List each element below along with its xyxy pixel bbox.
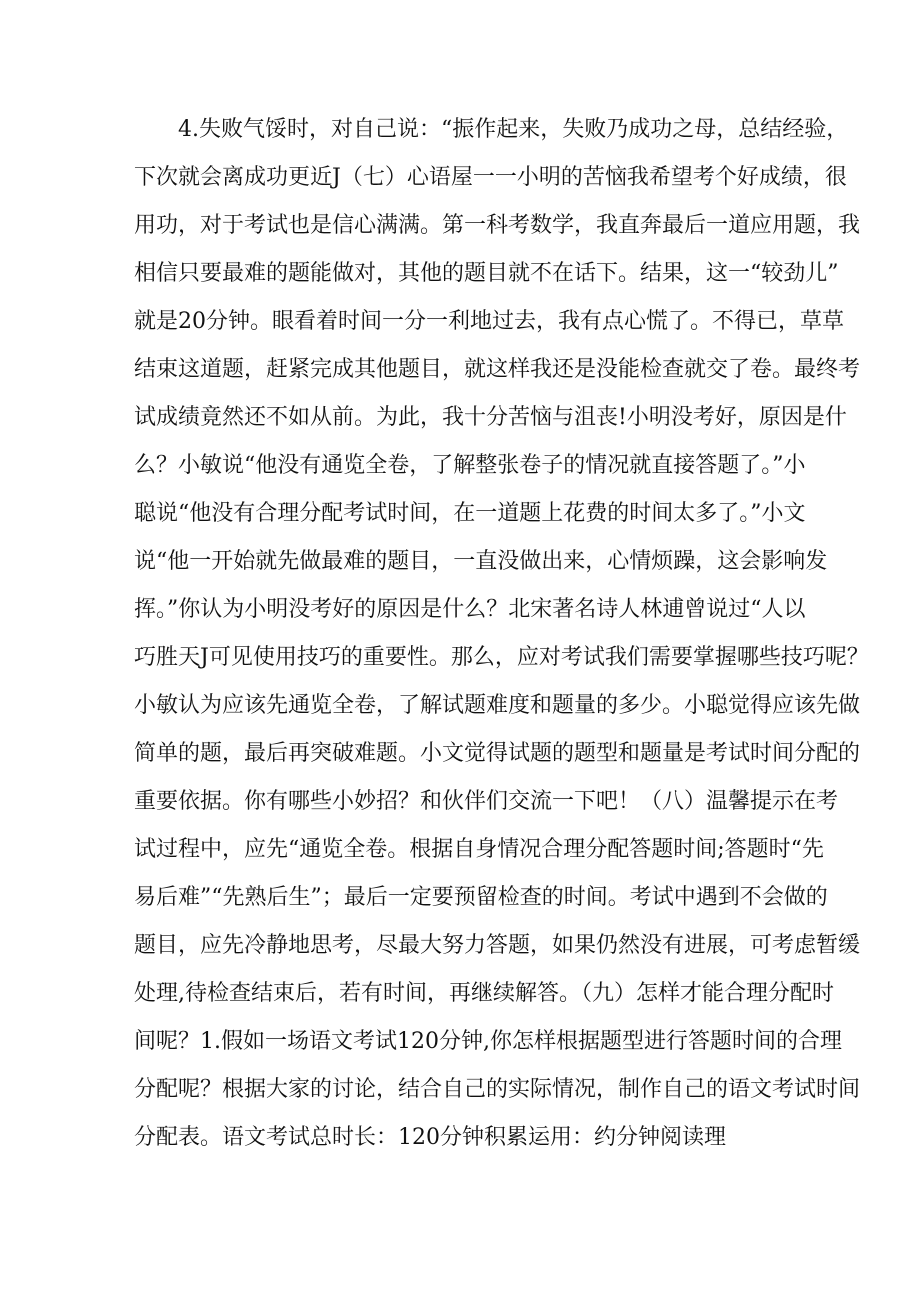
body-text <box>134 106 869 1162</box>
text-line-19: 处理,待检查结束后，若有时间，再继续解答。（九）怎样才能合理分配时 <box>134 981 834 1006</box>
text-line-6: 结束这道题，赶紧完成其他题目，就这样我还是没能检查就交了卷。最终考 <box>134 357 861 382</box>
text-line-17: 易后难”“先熟后生”；最后一定要预留检查的时间。考试中遇到不会做的 <box>134 885 828 910</box>
text-line-10: 说“他一开始就先做最难的题目，一直没做出来，心情烦躁，这会影响发 <box>134 549 828 574</box>
text-line-20: 间呢？1.假如一场语文考试120分钟,你怎样根据题型进行答题时间的合理 <box>134 1029 842 1054</box>
text-line-4: 相信只要最难的题能做对，其他的题目就不在话下。结果，这一“较劲儿” <box>134 261 839 286</box>
text-line-14: 简单的题，最后再突破难题。小文觉得试题的题型和题量是考试时间分配的 <box>134 741 861 766</box>
text-line-18: 题目，应先冷静地思考，尽最大努力答题，如果仍然没有进展，可考虑暂缓 <box>134 933 861 958</box>
text-line-1: 4.失败气馁时，对自己说：“振作起来，失败乃成功之母，总结经验， <box>178 117 849 142</box>
text-line-2: 下次就会离成功更近J（七）心语屋一一小明的苦恼我希望考个好成绩，很 <box>134 165 847 190</box>
text-line-15: 重要依据。你有哪些小妙招？和伙伴们交流一下吧！（八）温馨提示在考 <box>134 789 839 814</box>
text-line-9: 聪说“他没有合理分配考试时间，在一道题上花费的时间太多了。”小文 <box>134 501 806 526</box>
text-line-8: 么？小敏说“他没有通览全卷，了解整张卷子的情况就直接答题了。”小 <box>134 453 806 478</box>
text-line-3: 用功，对于考试也是信心满满。第一科考数学，我直奔最后一道应用题，我 <box>134 213 861 238</box>
text-line-11: 挥。”你认为小明没考好的原因是什么？北宋著名诗人林逋曾说过“人以 <box>134 597 806 622</box>
text-line-13: 小敏认为应该先通览全卷，了解试题难度和题量的多少。小聪觉得应该先做 <box>134 693 861 718</box>
text-line-22: 分配表。语文考试总时长：120分钟积累运用：约分钟阅读理 <box>134 1125 726 1150</box>
text-line-21: 分配呢？根据大家的讨论，结合自己的实际情况，制作自己的语文考试时间 <box>134 1077 861 1102</box>
text-line-7: 试成绩竟然还不如从前。为此，我十分苦恼与沮丧!小明没考好，原因是什 <box>134 405 847 430</box>
text-line-5: 就是20分钟。眼看着时间一分一利地过去，我有点心慌了。不得已，草草 <box>134 309 844 334</box>
text-line-12: 巧胜天J可见使用技巧的重要性。那么，应对考试我们需要掌握哪些技巧呢？ <box>134 645 869 670</box>
text-line-16: 试过程中，应先“通览全卷。根据自身情况合理分配答题时间;答题时“先 <box>134 837 824 862</box>
